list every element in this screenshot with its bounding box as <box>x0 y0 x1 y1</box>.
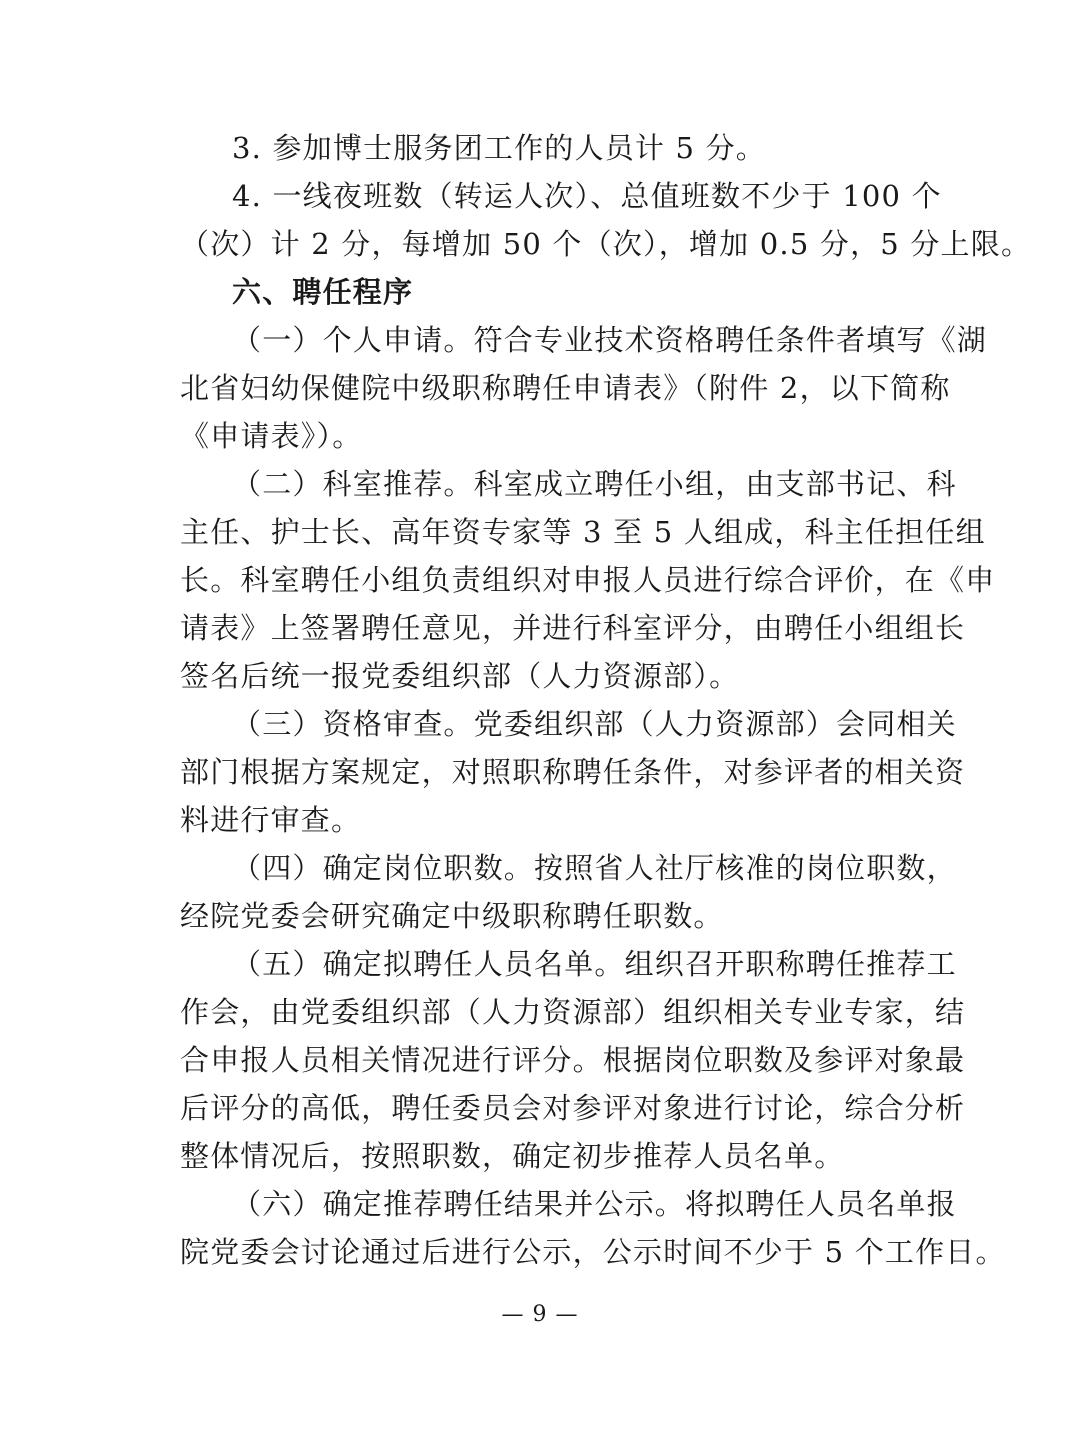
paragraph-line-13: （三）资格审查。党委组织部（人力资源部）会同相关 <box>232 707 957 741</box>
section-heading: 六、聘任程序 <box>232 275 414 309</box>
paragraph-line-9: 主任、护士长、高年资专家等 3 至 5 人组成，科主任担任组 <box>180 515 986 549</box>
paragraph-line-5: （一）个人申请。符合专业技术资格聘任条件者填写《湖 <box>232 323 988 357</box>
paragraph-line-19: 作会，由党委组织部（人力资源部）组织相关专业专家，结 <box>180 995 966 1029</box>
paragraph-line-15: 料进行审查。 <box>180 803 362 837</box>
paragraph-line-3: （次）计 2 分，每增加 50 个（次），增加 0.5 分，5 分上限。 <box>180 227 1032 261</box>
paragraph-line-10: 长。科室聘任小组负责组织对申报人员进行综合评价，在《申 <box>180 563 996 597</box>
paragraph-line-23: （六）确定推荐聘任结果并公示。将拟聘任人员名单报 <box>232 1187 957 1221</box>
paragraph-line-1: 3. 参加博士服务团工作的人员计 5 分。 <box>232 131 766 165</box>
paragraph-line-17: 经院党委会研究确定中级职称聘任职数。 <box>180 899 724 933</box>
paragraph-line-11: 请表》上签署聘任意见，并进行科室评分，由聘任小组组长 <box>180 611 966 645</box>
paragraph-line-6: 北省妇幼保健院中级职称聘任申请表》（附件 2，以下简称 <box>180 371 951 405</box>
paragraph-line-16: （四）确定岗位职数。按照省人社厅核准的岗位职数， <box>232 851 957 885</box>
paragraph-line-24: 院党委会讨论通过后进行公示，公示时间不少于 5 个工作日。 <box>180 1235 1006 1269</box>
page-number: — 9 — <box>501 1302 579 1327</box>
paragraph-line-18: （五）确定拟聘任人员名单。组织召开职称聘任推荐工 <box>232 947 957 981</box>
paragraph-line-14: 部门根据方案规定，对照职称聘任条件，对参评者的相关资 <box>180 755 966 789</box>
paragraph-line-12: 签名后统一报党委组织部（人力资源部）。 <box>180 659 740 693</box>
paragraph-line-21: 后评分的高低，聘任委员会对参评对象进行讨论，综合分析 <box>180 1091 966 1125</box>
paragraph-line-20: 合申报人员相关情况进行评分。根据岗位职数及参评对象最 <box>180 1043 966 1077</box>
paragraph-line-22: 整体情况后，按照职数，确定初步推荐人员名单。 <box>180 1139 845 1173</box>
paragraph-line-8: （二）科室推荐。科室成立聘任小组，由支部书记、科 <box>232 467 957 501</box>
paragraph-line-2: 4. 一线夜班数（转运人次）、总值班数不少于 100 个 <box>232 179 942 213</box>
paragraph-line-7: 《申请表》）。 <box>180 419 363 453</box>
